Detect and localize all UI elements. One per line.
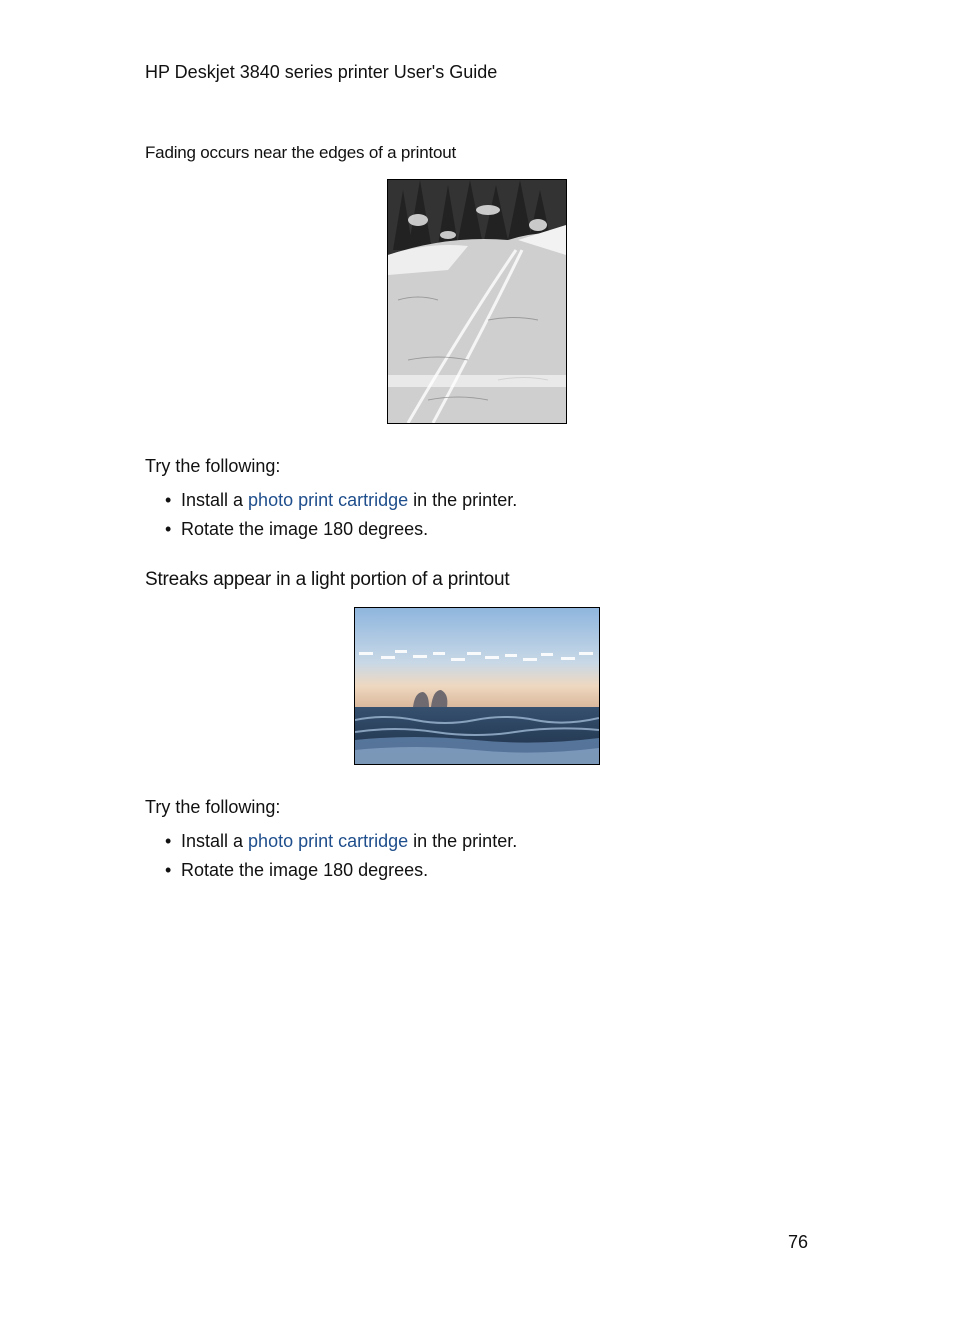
bullet-icon: • [165, 519, 172, 539]
suggestion-list-1 [165, 489, 517, 547]
bullet-icon: • [165, 831, 172, 851]
running-head: HP Deskjet 3840 series printer User's Guide [145, 62, 498, 82]
ocean-sunset-photo [354, 607, 600, 765]
bullet-icon: • [165, 860, 172, 880]
try-following-label-1: Try the following: [145, 456, 281, 476]
page-number: 76 [788, 1232, 809, 1252]
list-item: • Rotate the image 180 degrees. [165, 519, 429, 539]
try-following-label-2: Try the following: [145, 797, 281, 817]
section-heading-streaks: Streaks appear in a light portion of a printout [145, 569, 510, 590]
list-item: • Install a photo print cartridge in the printer. [165, 831, 518, 851]
snow-path-photo [387, 179, 567, 424]
section-heading-fading: Fading occurs near the edges of a printout [145, 143, 457, 162]
photo-print-cartridge-link[interactable]: photo print cartridge [248, 490, 409, 510]
bullet-icon: • [165, 490, 172, 510]
list-item: • Install a photo print cartridge in the printer. [165, 490, 518, 510]
list-item: • Rotate the image 180 degrees. [165, 860, 429, 880]
photo-print-cartridge-link[interactable]: photo print cartridge [248, 831, 409, 851]
suggestion-list-2 [165, 830, 517, 888]
